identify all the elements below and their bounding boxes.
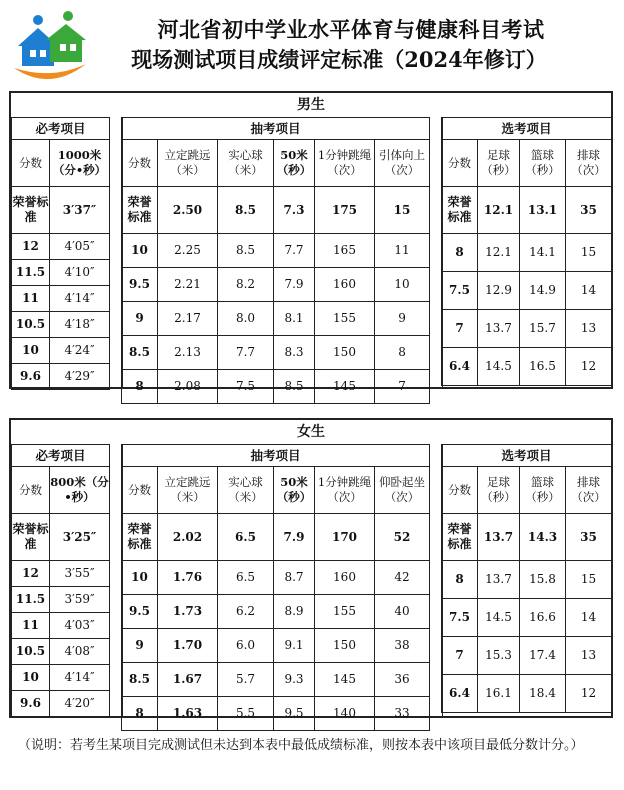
score-cell: 10 <box>122 561 158 595</box>
value-cell: 4′14″ <box>50 286 110 312</box>
value-cell: 14.9 <box>520 272 566 310</box>
value-cell: 175 <box>315 187 375 234</box>
table-row <box>12 260 110 286</box>
value-cell: 14.5 <box>478 348 520 386</box>
page-title-line2: 现场测试项目成绩评定标准（2024年修订） <box>131 47 547 72</box>
col-header: 排球（次） <box>566 140 612 187</box>
col-header: 分数 <box>12 140 50 187</box>
table-row <box>12 312 110 338</box>
value-cell: 12 <box>566 348 612 386</box>
score-cell: 9 <box>122 302 158 336</box>
score-cell: 10.5 <box>12 312 50 338</box>
score-cell: 8 <box>122 370 158 404</box>
table-row <box>12 639 110 665</box>
value-cell: 40 <box>375 595 430 629</box>
value-cell: 170 <box>315 514 375 561</box>
value-cell: 35 <box>566 514 612 561</box>
score-cell: 8.5 <box>122 663 158 697</box>
value-cell: 15.7 <box>520 310 566 348</box>
male-required-table <box>11 117 110 390</box>
value-cell: 15 <box>375 187 430 234</box>
score-cell: 6.4 <box>442 348 478 386</box>
table-row <box>12 665 110 691</box>
col-header: 分数 <box>442 467 478 514</box>
col-header: 分数 <box>122 140 158 187</box>
table-row <box>122 595 430 629</box>
male-elective-table <box>441 117 612 386</box>
score-cell: 荣誉标准 <box>442 514 478 561</box>
value-cell: 38 <box>375 629 430 663</box>
score-cell: 8.5 <box>122 336 158 370</box>
score-cell: 10 <box>12 665 50 691</box>
value-cell: 4′20″ <box>50 691 110 717</box>
table-row <box>12 234 110 260</box>
value-cell: 160 <box>315 561 375 595</box>
female-elective-table <box>441 444 612 713</box>
value-cell: 8.5 <box>218 187 274 234</box>
section-label: 选考项目 <box>442 445 612 467</box>
value-cell: 7.9 <box>274 514 315 561</box>
value-cell: 3′25″ <box>50 514 110 561</box>
value-cell: 13 <box>566 310 612 348</box>
score-cell: 11.5 <box>12 587 50 613</box>
score-cell: 荣誉标准 <box>122 187 158 234</box>
female-required-table <box>11 444 110 717</box>
col-header: 仰卧起坐（次） <box>375 467 430 514</box>
value-cell: 2.17 <box>158 302 218 336</box>
value-cell: 4′05″ <box>50 234 110 260</box>
value-cell: 1.70 <box>158 629 218 663</box>
value-cell: 140 <box>315 697 375 731</box>
table-row <box>12 691 110 717</box>
value-cell: 7.3 <box>274 187 315 234</box>
table-row <box>12 286 110 312</box>
value-cell: 3′37″ <box>50 187 110 234</box>
score-cell: 荣誉标准 <box>442 187 478 234</box>
table-row <box>122 336 430 370</box>
value-cell: 7.7 <box>218 336 274 370</box>
value-cell: 4′24″ <box>50 338 110 364</box>
female-heading: 女生 <box>11 420 611 445</box>
value-cell: 16.6 <box>520 599 566 637</box>
score-cell: 荣誉标准 <box>122 514 158 561</box>
col-header: 1000米（分•秒） <box>50 140 110 187</box>
value-cell: 150 <box>315 336 375 370</box>
score-cell: 7.5 <box>442 599 478 637</box>
value-cell: 12 <box>566 675 612 713</box>
value-cell: 8.0 <box>218 302 274 336</box>
value-cell: 2.50 <box>158 187 218 234</box>
score-cell: 11 <box>12 286 50 312</box>
value-cell: 9 <box>375 302 430 336</box>
value-cell: 15 <box>566 561 612 599</box>
value-cell: 12.9 <box>478 272 520 310</box>
table-row <box>122 302 430 336</box>
value-cell: 6.5 <box>218 561 274 595</box>
value-cell: 13.7 <box>478 514 520 561</box>
value-cell: 145 <box>315 663 375 697</box>
value-cell: 9.1 <box>274 629 315 663</box>
col-header: 800米（分•秒） <box>50 467 110 514</box>
value-cell: 36 <box>375 663 430 697</box>
table-row <box>122 234 430 268</box>
value-cell: 7.7 <box>274 234 315 268</box>
col-header: 篮球（秒） <box>520 467 566 514</box>
score-cell: 9.5 <box>122 268 158 302</box>
value-cell: 12.1 <box>478 187 520 234</box>
value-cell: 8.2 <box>218 268 274 302</box>
value-cell: 8.9 <box>274 595 315 629</box>
col-header: 排球（次） <box>566 467 612 514</box>
table-row <box>442 675 612 713</box>
col-header: 足球（秒） <box>478 140 520 187</box>
section-label: 选考项目 <box>442 118 612 140</box>
value-cell: 145 <box>315 370 375 404</box>
value-cell: 7 <box>375 370 430 404</box>
table-row <box>12 364 110 390</box>
section-label: 必考项目 <box>12 118 110 140</box>
value-cell: 4′14″ <box>50 665 110 691</box>
value-cell: 35 <box>566 187 612 234</box>
value-cell: 5.5 <box>218 697 274 731</box>
value-cell: 4′08″ <box>50 639 110 665</box>
value-cell: 1.67 <box>158 663 218 697</box>
value-cell: 9.3 <box>274 663 315 697</box>
value-cell: 15.3 <box>478 637 520 675</box>
value-cell: 52 <box>375 514 430 561</box>
table-row <box>442 348 612 386</box>
score-cell: 9.6 <box>12 364 50 390</box>
col-header: 分数 <box>122 467 158 514</box>
score-cell: 7.5 <box>442 272 478 310</box>
value-cell: 8.5 <box>218 234 274 268</box>
value-cell: 9.5 <box>274 697 315 731</box>
col-header: 50米（秒） <box>274 467 315 514</box>
value-cell: 13.7 <box>478 561 520 599</box>
table-row <box>122 370 430 404</box>
value-cell: 4′03″ <box>50 613 110 639</box>
value-cell: 155 <box>315 302 375 336</box>
col-header: 50米（秒） <box>274 140 315 187</box>
score-cell: 9 <box>122 629 158 663</box>
table-row <box>122 187 430 234</box>
col-header: 实心球（米） <box>218 140 274 187</box>
value-cell: 15.8 <box>520 561 566 599</box>
value-cell: 14.1 <box>520 234 566 272</box>
col-header: 分数 <box>12 467 50 514</box>
value-cell: 7.9 <box>274 268 315 302</box>
value-cell: 12.1 <box>478 234 520 272</box>
score-cell: 10.5 <box>12 639 50 665</box>
value-cell: 2.02 <box>158 514 218 561</box>
value-cell: 17.4 <box>520 637 566 675</box>
female-standards-panel <box>9 418 613 718</box>
value-cell: 16.1 <box>478 675 520 713</box>
score-cell: 6.4 <box>442 675 478 713</box>
male-standards-panel <box>9 91 613 393</box>
table-row <box>122 697 430 731</box>
value-cell: 7.5 <box>218 370 274 404</box>
page-title-line1: 河北省初中学业水平体育与健康科目考试 <box>157 17 545 42</box>
col-header: 实心球（米） <box>218 467 274 514</box>
value-cell: 6.2 <box>218 595 274 629</box>
score-cell: 11 <box>12 613 50 639</box>
col-header: 1分钟跳绳（次） <box>315 467 375 514</box>
value-cell: 10 <box>375 268 430 302</box>
value-cell: 13.7 <box>478 310 520 348</box>
score-cell: 8 <box>122 697 158 731</box>
value-cell: 16.5 <box>520 348 566 386</box>
score-cell: 8 <box>442 234 478 272</box>
value-cell: 8.1 <box>274 302 315 336</box>
value-cell: 1.63 <box>158 697 218 731</box>
table-row <box>12 587 110 613</box>
table-row <box>442 599 612 637</box>
value-cell: 3′55″ <box>50 561 110 587</box>
score-cell: 11.5 <box>12 260 50 286</box>
table-row <box>12 187 110 234</box>
table-row <box>442 514 612 561</box>
value-cell: 150 <box>315 629 375 663</box>
score-cell: 9.6 <box>12 691 50 717</box>
female-draw-table <box>121 444 430 731</box>
value-cell: 160 <box>315 268 375 302</box>
value-cell: 6.0 <box>218 629 274 663</box>
section-label: 抽考项目 <box>122 118 430 140</box>
value-cell: 11 <box>375 234 430 268</box>
score-cell: 荣誉标准 <box>12 187 50 234</box>
table-row <box>442 561 612 599</box>
male-heading: 男生 <box>11 93 611 118</box>
table-row <box>12 338 110 364</box>
value-cell: 2.25 <box>158 234 218 268</box>
value-cell: 1.76 <box>158 561 218 595</box>
male-draw-table <box>121 117 430 404</box>
table-row <box>122 629 430 663</box>
value-cell: 8.7 <box>274 561 315 595</box>
col-header: 立定跳远（米） <box>158 140 218 187</box>
col-header: 足球（秒） <box>478 467 520 514</box>
table-row <box>442 272 612 310</box>
value-cell: 3′59″ <box>50 587 110 613</box>
table-row <box>442 187 612 234</box>
score-cell: 10 <box>122 234 158 268</box>
table-row <box>12 514 110 561</box>
value-cell: 5.7 <box>218 663 274 697</box>
table-row <box>442 234 612 272</box>
value-cell: 6.5 <box>218 514 274 561</box>
section-label: 必考项目 <box>12 445 110 467</box>
score-cell: 12 <box>12 561 50 587</box>
table-row <box>122 663 430 697</box>
score-cell: 7 <box>442 310 478 348</box>
value-cell: 8.3 <box>274 336 315 370</box>
table-row <box>122 561 430 595</box>
value-cell: 15 <box>566 234 612 272</box>
value-cell: 8 <box>375 336 430 370</box>
score-cell: 10 <box>12 338 50 364</box>
score-cell: 9.5 <box>122 595 158 629</box>
score-cell: 8 <box>442 561 478 599</box>
table-row <box>122 268 430 302</box>
value-cell: 2.21 <box>158 268 218 302</box>
value-cell: 1.73 <box>158 595 218 629</box>
value-cell: 165 <box>315 234 375 268</box>
value-cell: 4′29″ <box>50 364 110 390</box>
col-header: 篮球（秒） <box>520 140 566 187</box>
table-row <box>122 514 430 561</box>
score-cell: 荣誉标准 <box>12 514 50 561</box>
value-cell: 18.4 <box>520 675 566 713</box>
value-cell: 155 <box>315 595 375 629</box>
value-cell: 42 <box>375 561 430 595</box>
value-cell: 4′18″ <box>50 312 110 338</box>
value-cell: 14 <box>566 272 612 310</box>
table-row <box>442 637 612 675</box>
score-cell: 7 <box>442 637 478 675</box>
col-header: 分数 <box>442 140 478 187</box>
table-row <box>442 310 612 348</box>
value-cell: 2.13 <box>158 336 218 370</box>
value-cell: 4′10″ <box>50 260 110 286</box>
footnote: （说明：若考生某项目完成测试但未达到本表中最低成绩标准，则按本表中该项目最低分数计分。） <box>18 738 584 753</box>
value-cell: 14.5 <box>478 599 520 637</box>
value-cell: 33 <box>375 697 430 731</box>
score-cell: 12 <box>12 234 50 260</box>
section-label: 抽考项目 <box>122 445 430 467</box>
value-cell: 2.08 <box>158 370 218 404</box>
value-cell: 14 <box>566 599 612 637</box>
col-header: 引体向上（次） <box>375 140 430 187</box>
value-cell: 14.3 <box>520 514 566 561</box>
table-row <box>12 613 110 639</box>
table-row <box>12 561 110 587</box>
value-cell: 8.5 <box>274 370 315 404</box>
value-cell: 13.1 <box>520 187 566 234</box>
col-header: 1分钟跳绳（次） <box>315 140 375 187</box>
col-header: 立定跳远（米） <box>158 467 218 514</box>
value-cell: 13 <box>566 637 612 675</box>
